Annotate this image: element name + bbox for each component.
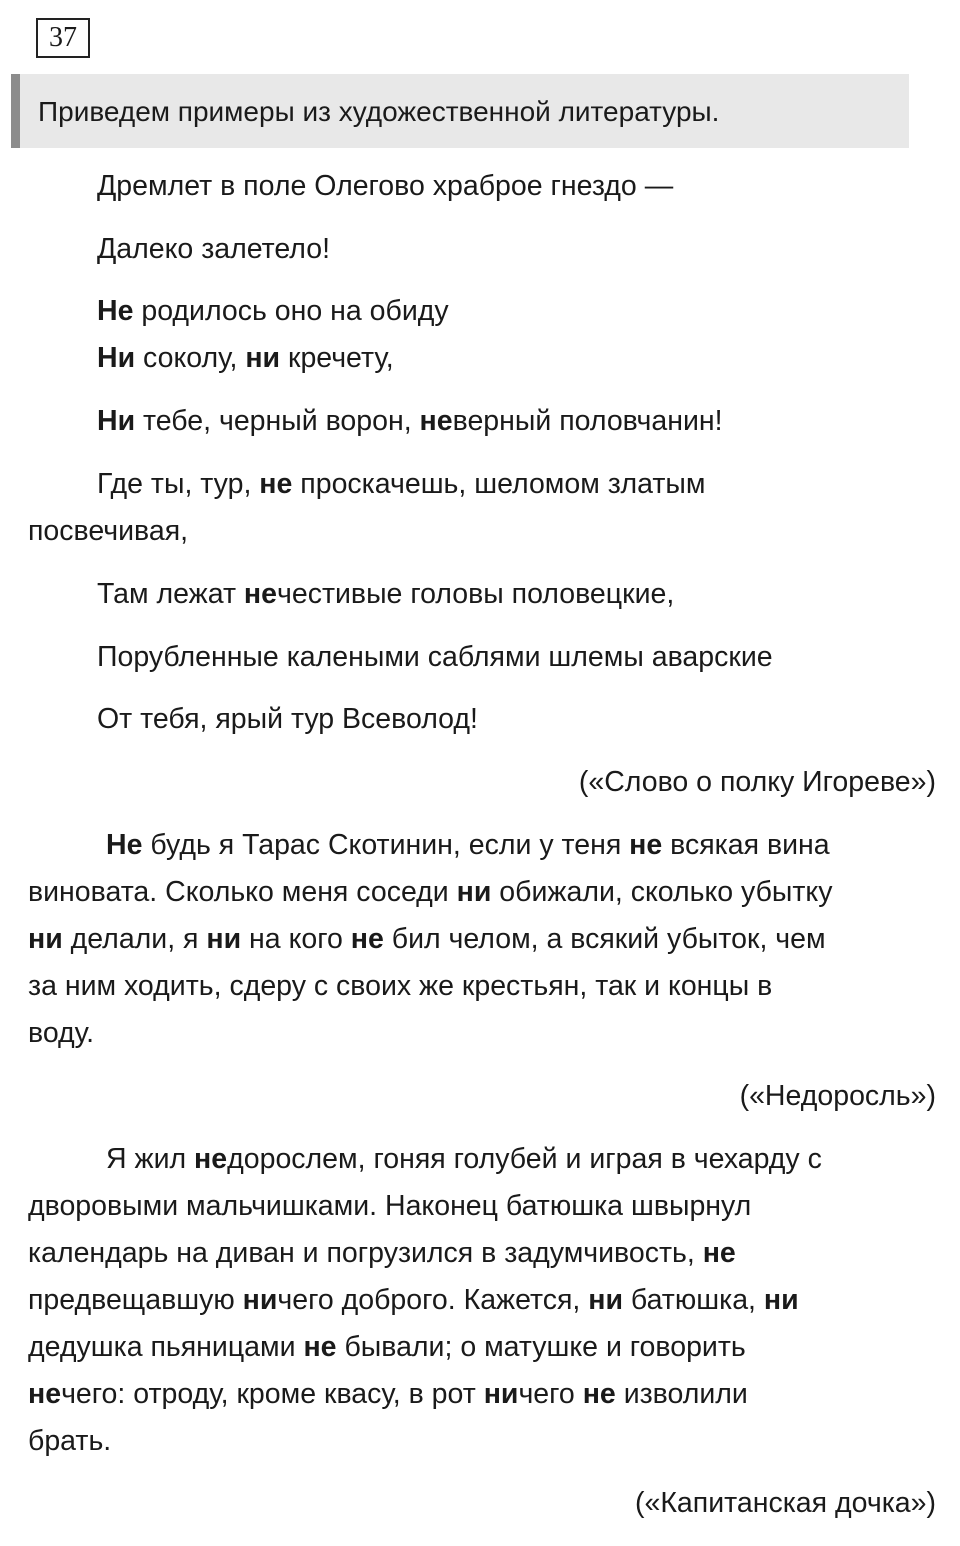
poem-line-1: Дремлет в поле Олегово храброе гнездо —	[97, 170, 674, 202]
text-line: дедушка пьяницами не бывали; о матушке и говорить	[28, 1331, 746, 1363]
poem-line-7: Там лежат нечестивые головы половецкие,	[97, 578, 675, 610]
page-number: 37	[36, 18, 90, 58]
poem-line-6: Где ты, тур, не проскачешь, шеломом златым	[97, 468, 706, 500]
text-line: Я жил недорослем, гоняя голубей и играя в чехарду с	[106, 1143, 822, 1175]
poem-line-6-continued: посвечивая,	[28, 515, 189, 547]
poem-line-9: От тебя, ярый тур Всеволод!	[97, 703, 478, 735]
poem-line-8: Порубленные калеными саблями шлемы аварские	[97, 641, 773, 673]
quote-source: («Недоросль»)	[739, 1080, 936, 1112]
text-line: календарь на диван и погрузился в задумчивость, не	[28, 1237, 736, 1269]
text-line: предвещавшую ничего доброго. Кажется, ни батюшка, ни	[28, 1284, 799, 1316]
text-line: нечего: отроду, кроме квасу, в рот ничего не изволили	[28, 1378, 748, 1410]
text-line: виновата. Сколько меня соседи ни обижали, сколько убытку	[28, 876, 833, 908]
text-line: за ним ходить, сдеру с своих же крестьян, так и концы в	[28, 970, 773, 1002]
text-line: брать.	[28, 1425, 112, 1457]
poem-line-3: Не родилось оно на обиду	[97, 295, 449, 327]
intro-highlight-box	[11, 74, 909, 148]
quote-source: («Капитанская дочка»)	[634, 1487, 936, 1519]
poem-line-4: Ни соколу, ни кречету,	[97, 342, 394, 374]
text-line: дворовыми мальчишками. Наконец батюшка швырнул	[28, 1190, 752, 1222]
text-line: воду.	[28, 1017, 94, 1049]
poem-line-5: Ни тебе, черный ворон, неверный половчанин!	[97, 405, 723, 437]
text-line: Не будь я Тарас Скотинин, если у теня не всякая вина	[106, 829, 830, 861]
text-line: ни делали, я ни на кого не бил челом, а всякий убыток, чем	[28, 923, 826, 955]
quote-source: («Слово о полку Игореве»)	[578, 766, 936, 798]
poem-line-2: Далеко залетело!	[97, 233, 330, 265]
prose-quote-kapitanskaya-dochka	[28, 1136, 822, 1465]
prose-quote-nedorosl	[28, 822, 832, 1057]
intro-text: Приведем примеры из художественной литературы.	[38, 96, 720, 127]
